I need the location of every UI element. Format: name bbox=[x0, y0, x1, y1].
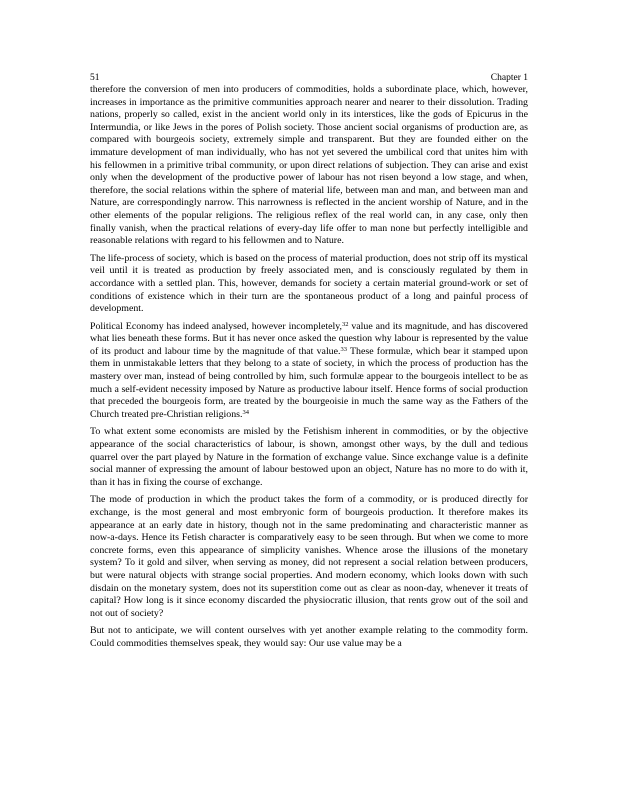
paragraph: The mode of production in which the product takes the form of a commodity, or is produced directly for exchange, is the most general and most embryonic form of bourgeois production. It therefore makes its appearance at an early date in history, though not in the same predominating and characteristic manner as now-a-days. Hence its Fetish character is comparatively easy to be seen through. But when we come to more concrete forms, even this appearance of simplicity vanishes. Whence arose the illusions of the monetary system? To it gold and silver, when serving as money, did not represent a social relation between producers, but were natural objects with strange social properties. And modern economy, which looks down with such disdain on the monetary system, does not its superstition come out as clear as noon-day, whenever it treats of capital? How long is it since economy discarded the physiocratic illusion, that rents grow out of the soil and not out of society? bbox=[90, 494, 528, 619]
paragraph: To what extent some economists are misled by the Fetishism inherent in commodities, or by the objective appearance of the social characteristics of labour, is shown, amongst other ways, by the dull and tedious quarrel over the part played by Nature in the formation of exchange value. Since exchange value is a definite social manner of expressing the amount of labour bestowed upon an object, Nature has no more to do with it, than it has in fixing the course of exchange. bbox=[90, 426, 528, 488]
paragraph: The life-process of society, which is based on the process of material production, does not strip off its mystical veil until it is treated as production by freely associated men, and is consciously regulated by them in accordance with a settled plan. This, however, demands for society a certain material ground-work or set of conditions of existence which in their turn are the spontaneous product of a long and painful process of development. bbox=[90, 252, 528, 315]
page-number: 51 bbox=[90, 73, 100, 83]
footnote-ref: 34 bbox=[242, 408, 249, 416]
paragraph: But not to anticipate, we will content ourselves with yet another example relating to the commodity form. Could commodities themselves speak, they would say: Our use value may be a bbox=[90, 625, 528, 649]
footnote-ref: 33 bbox=[340, 345, 347, 353]
chapter-label: Chapter 1 bbox=[490, 73, 528, 83]
paragraph-text: Political Economy has indeed analysed, however incompletely, bbox=[90, 320, 342, 332]
page-body bbox=[90, 84, 528, 656]
paragraph bbox=[90, 321, 528, 422]
paragraph: therefore the conversion of men into producers of commodities, holds a subordinate place, which, however, increases in importance as the primitive communities approach nearer and nearer to their dissolution. Trading nations, properly so called, exist in the ancient world only in its interstices, like the gods of Epicurus in the Intermundia, or like Jews in the pores of Polish society. Those ancient social organisms of production are, as compared with bourgeois society, extremely simple and transparent. But they are founded either on the immature development of man individually, who has not yet severed the umbilical cord that unites him with his fellowmen in a primitive tribal community, or upon direct relations of subjection. They can arise and exist only when the development of the productive power of labour has not risen beyond a low stage, and when, therefore, the social relations within the sphere of material life, between man and man, and between man and Nature, are correspondingly narrow. This narrowness is reflected in the ancient worship of Nature, and in the other elements of the popular religions. The religious reflex of the real world can, in any case, only then finally vanish, when the practical relations of every-day life offer to man none but perfectly intelligible and reasonable relations with regard to his fellowmen and to Nature. bbox=[90, 84, 528, 247]
paragraph-text: These formulæ, which bear it stamped upon them in unmistakable letters that they belong to a state of society, in which the process of production has the mastery over man, instead of being controlled by him, such formulæ appear to the bourgeois intellect to be as much a self-evident necessity imposed by Nature as productive labour itself. Hence forms of social production that preceded the bourgeois form, are treated by the bourgeoisie in much the same way as the Fathers of the Church treated pre-Christian religions. bbox=[90, 345, 528, 420]
paragraph-text: value and its magnitude, and has discovered what lies beneath these forms. But it has never once asked the question why labour is represented by the value of its product and labour time by the magnitude of that value. bbox=[90, 320, 528, 357]
footnote-ref: 32 bbox=[341, 320, 349, 328]
